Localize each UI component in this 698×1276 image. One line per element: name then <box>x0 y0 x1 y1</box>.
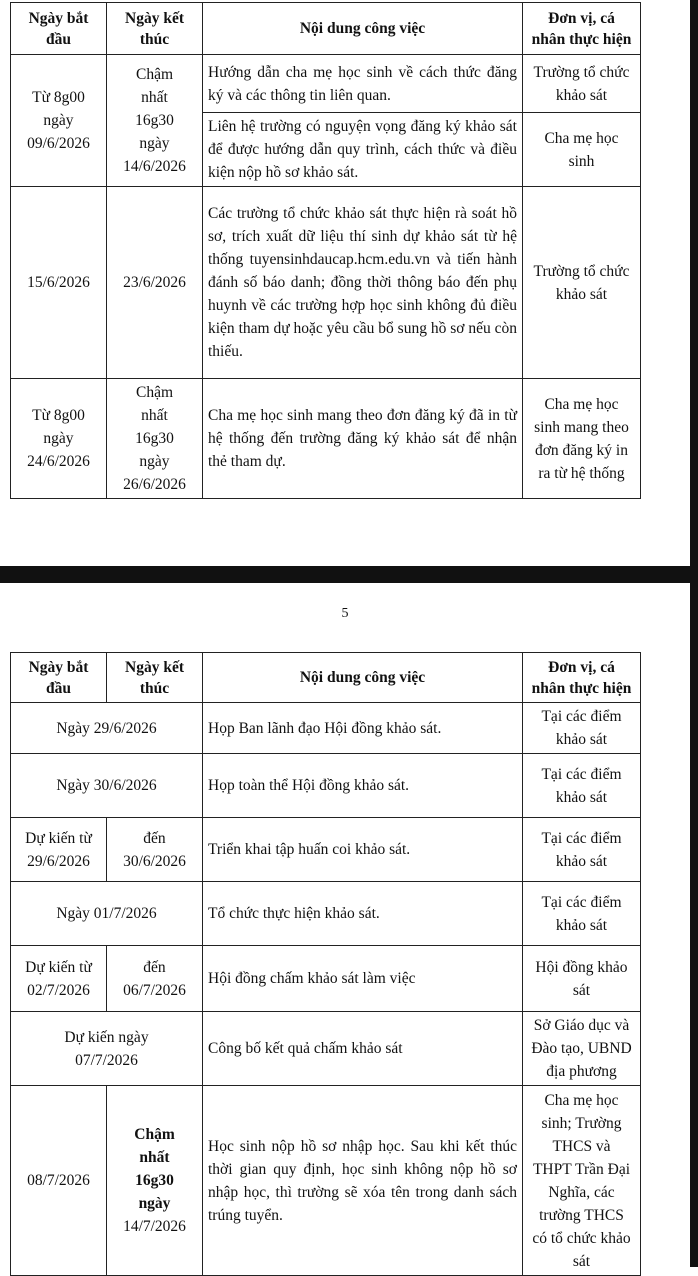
task-content-cell: Liên hệ trường có nguyện vọng đăng ký khảo sát để được hướng dẫn quy trình, cách thức và điều kiện nộp hồ sơ khảo sát. <box>203 113 523 187</box>
header-task-content: Nội dung công việc <box>203 653 523 703</box>
header-responsible-unit: Đơn vị, cá nhân thực hiện <box>523 653 641 703</box>
screen-edge-strip <box>690 0 698 1267</box>
task-content-cell: Họp toàn thể Hội đồng khảo sát. <box>203 754 523 818</box>
responsible-unit-cell: Tại các điểm khảo sát <box>523 754 641 818</box>
end-date-cell: đến 30/6/2026 <box>107 818 203 882</box>
end-date-text: 14/7/2026 <box>123 1218 186 1235</box>
task-content-cell: Hội đồng chấm khảo sát làm việc <box>203 946 523 1012</box>
header-end-date: Ngày kết thúc <box>107 3 203 55</box>
task-content-cell: Các trường tổ chức khảo sát thực hiện rà soát hồ sơ, trích xuất dữ liệu thí sinh dự khảo sát từ hệ thống tuyensinhdaucap.hcm.edu.vn và tiến hành đánh số báo danh; đồng thời thông báo đến phụ huynh về các trường hợp học sinh không đủ điều kiện tham dự hoặc yêu cầu bổ sung hồ sơ nếu còn thiếu. <box>203 187 523 379</box>
table-header-row <box>11 3 641 55</box>
table-row <box>11 379 641 499</box>
task-content-cell: Học sinh nộp hồ sơ nhập học. Sau khi kết thúc thời gian quy định, học sinh không nộp hồ sơ nhập học, thì trường sẽ xóa tên trong danh sách trúng tuyển. <box>203 1086 523 1276</box>
responsible-unit-cell: Cha mẹ học sinh <box>523 113 641 187</box>
date-cell: Dự kiến ngày 07/7/2026 <box>11 1012 203 1086</box>
end-date-cell: Chậm nhất 16g30 ngày 26/6/2026 <box>107 379 203 499</box>
table-row <box>11 703 641 754</box>
table-row <box>11 946 641 1012</box>
table-row <box>11 187 641 379</box>
page-number: 5 <box>341 606 349 621</box>
task-content-cell: Hướng dẫn cha mẹ học sinh về cách thức đăng ký và các thông tin liên quan. <box>203 55 523 113</box>
end-date-bold-text: Chậm nhất 16g30 ngày <box>134 1126 175 1212</box>
responsible-unit-cell: Trường tổ chức khảo sát <box>523 187 641 379</box>
end-date-cell: Chậm nhất 16g30 ngày 14/6/2026 <box>107 55 203 187</box>
end-date-cell: 23/6/2026 <box>107 187 203 379</box>
start-date-cell: Từ 8g00 ngày 24/6/2026 <box>11 379 107 499</box>
schedule-table-1 <box>10 2 641 499</box>
task-content-cell: Cha mẹ học sinh mang theo đơn đăng ký đã in từ hệ thống đến trường đăng ký khảo sát để nhận thẻ tham dự. <box>203 379 523 499</box>
task-content-cell: Họp Ban lãnh đạo Hội đồng khảo sát. <box>203 703 523 754</box>
header-start-date: Ngày bắt đầu <box>11 3 107 55</box>
table-row <box>11 1086 641 1276</box>
start-date-cell: 08/7/2026 <box>11 1086 107 1276</box>
table-header-row <box>11 653 641 703</box>
start-date-cell: 15/6/2026 <box>11 187 107 379</box>
header-task-content: Nội dung công việc <box>203 3 523 55</box>
responsible-unit-cell: Sở Giáo dục và Đào tạo, UBND địa phương <box>523 1012 641 1086</box>
header-responsible-unit: Đơn vị, cá nhân thực hiện <box>523 3 641 55</box>
responsible-unit-cell: Tại các điểm khảo sát <box>523 882 641 946</box>
task-content-cell: Công bố kết quả chấm khảo sát <box>203 1012 523 1086</box>
task-content-cell: Tổ chức thực hiện khảo sát. <box>203 882 523 946</box>
table-row <box>11 55 641 113</box>
start-date-cell: Dự kiến từ 29/6/2026 <box>11 818 107 882</box>
page-separator <box>0 566 698 583</box>
table-row <box>11 754 641 818</box>
end-date-cell: đến 06/7/2026 <box>107 946 203 1012</box>
header-end-date: Ngày kết thúc <box>107 653 203 703</box>
end-date-cell <box>107 1086 203 1276</box>
document-page-1 <box>0 0 690 566</box>
responsible-unit-cell: Tại các điểm khảo sát <box>523 703 641 754</box>
schedule-table-2 <box>10 652 641 1276</box>
table-row <box>11 882 641 946</box>
date-cell: Ngày 01/7/2026 <box>11 882 203 946</box>
table-row <box>11 1012 641 1086</box>
date-cell: Ngày 30/6/2026 <box>11 754 203 818</box>
responsible-unit-cell: Cha mẹ học sinh mang theo đơn đăng ký in ra từ hệ thống <box>523 379 641 499</box>
task-content-cell: Triển khai tập huấn coi khảo sát. <box>203 818 523 882</box>
responsible-unit-cell: Cha mẹ học sinh; Trường THCS và THPT Trần Đại Nghĩa, các trường THCS có tổ chức khảo sát <box>523 1086 641 1276</box>
table-row <box>11 818 641 882</box>
date-cell: Ngày 29/6/2026 <box>11 703 203 754</box>
responsible-unit-cell: Trường tổ chức khảo sát <box>523 55 641 113</box>
header-start-date: Ngày bắt đầu <box>11 653 107 703</box>
responsible-unit-cell: Tại các điểm khảo sát <box>523 818 641 882</box>
responsible-unit-cell: Hội đồng khảo sát <box>523 946 641 1012</box>
start-date-cell: Từ 8g00 ngày 09/6/2026 <box>11 55 107 187</box>
start-date-cell: Dự kiến từ 02/7/2026 <box>11 946 107 1012</box>
